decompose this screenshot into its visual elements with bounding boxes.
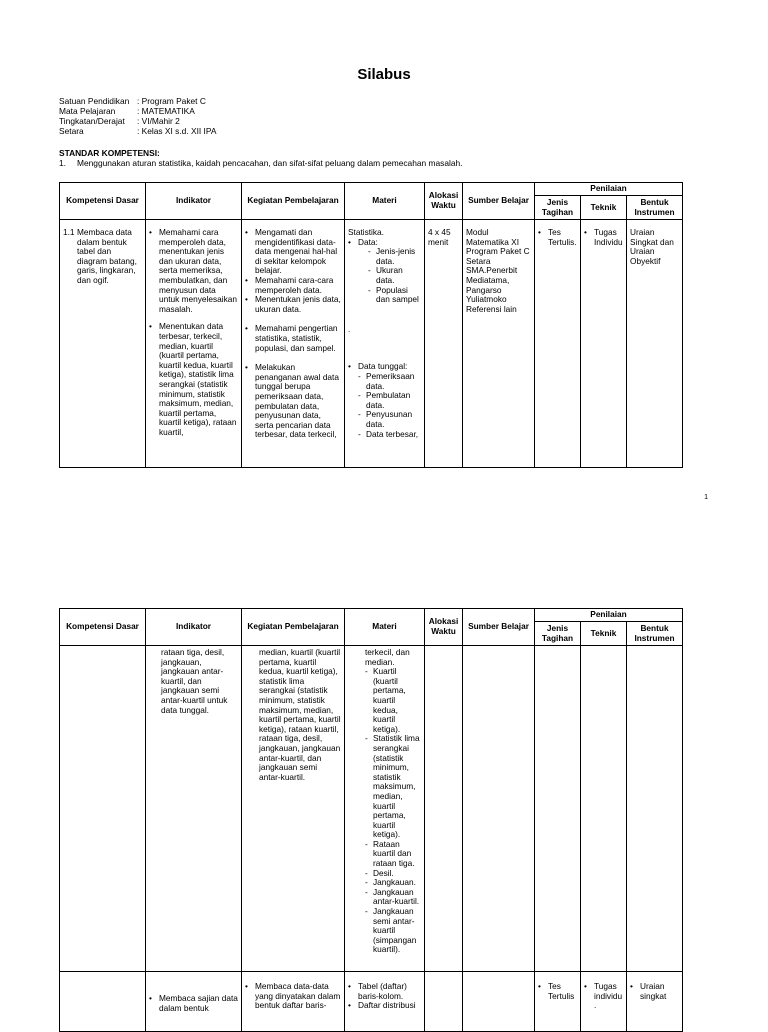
list-item: • Membaca sajian data dalam bentuk: [159, 994, 238, 1013]
header-materi: Materi: [345, 183, 425, 220]
cell-indikator: rataan tiga, desil, jangkauan, jangkauan antar-kuartil, dan jangkauan semi antar-kuartil untuk data tunggal.: [146, 646, 242, 972]
standar-heading: STANDAR KOMPETENSI:: [59, 148, 160, 158]
list-item: - Pembulatan data.: [366, 391, 421, 410]
header-jenis: Jenis Tagihan: [535, 622, 581, 646]
list-item: [358, 362, 421, 439]
cell-kompetensi: [60, 972, 146, 1032]
materi-lead: terkecil, dan median.: [365, 647, 410, 667]
list-item: • Tugas Individu: [594, 228, 623, 247]
materi-data-label: Data:: [358, 236, 378, 247]
header-kompetensi: Kompetensi Dasar: [60, 183, 146, 220]
list-item: - Jangkauan antar-kuartil.: [373, 888, 421, 907]
teknik-text: Tugas individu: [594, 981, 623, 1001]
meta-value: : Kelas XI s.d. XII IPA: [137, 126, 217, 136]
meta-label: Setara: [59, 126, 84, 136]
header-bentuk: Bentuk Instrumen: [627, 196, 683, 220]
kd-number: 1.1: [63, 227, 75, 237]
page-number: 1: [704, 494, 708, 501]
list-item: - Jangkauan semi antar-kuartil (simpangan kuartil).: [373, 907, 421, 955]
cell-kegiatan: [242, 220, 345, 468]
list-item: - Data terbesar,: [366, 430, 421, 440]
cell-materi: [345, 220, 425, 468]
cell-alokasi: [425, 972, 463, 1032]
cell-indikator: [146, 972, 242, 1032]
cell-jenis: [535, 646, 581, 972]
cell-jenis: [535, 972, 581, 1032]
cell-teknik: [581, 646, 627, 972]
standar-number: 1.: [59, 158, 66, 168]
cell-materi: [345, 646, 425, 972]
cell-kompetensi: [60, 220, 146, 468]
table-row: [60, 972, 683, 1032]
header-teknik: Teknik: [581, 196, 627, 220]
list-item: • Tabel (daftar) baris-kolom.: [358, 982, 421, 1001]
cell-indikator: [146, 220, 242, 468]
page-2: [0, 520, 768, 1024]
syllabus-table-1: [59, 182, 683, 468]
list-item: • Memahami cara memperoleh data, menentukan jenis dan ukuran data, serta memeriksa, membulatkan, dan menyusun data untuk menyelesaikan masalah.: [159, 228, 238, 314]
header-sumber: Sumber Belajar: [463, 609, 535, 646]
cell-sumber: [463, 646, 535, 972]
cell-materi: [345, 972, 425, 1032]
syllabus-meta: [59, 96, 216, 136]
list-item: - Jenis-jenis data.: [376, 247, 421, 266]
cell-teknik: [581, 972, 627, 1032]
table-row: [60, 220, 683, 468]
list-item: [358, 238, 421, 305]
list-item: • Menentukan data terbesar, terkecil, median, kuartil (kuartil pertama, kuartil kedua, kuartil ketiga), statistik lima serangkai (statistik minimum, statistik maksimum, median, kuartil pertama, kuartil ketiga), rataan kuartil,: [159, 322, 238, 437]
list-item: • Tes Tertulis: [548, 982, 577, 1001]
cell-kompetensi: [60, 646, 146, 972]
materi-dot: .: [348, 323, 351, 334]
list-item: - Jangkauan.: [373, 878, 421, 888]
header-teknik: Teknik: [581, 622, 627, 646]
list-item: • Mengamati dan mengidentifikasi data-data mengenai hal-hal di sekitar kelompok belajar.: [255, 228, 341, 276]
teknik-extra: .: [594, 1000, 597, 1011]
list-item: - Pemeriksaan data.: [366, 372, 421, 391]
cell-bentuk: [627, 646, 683, 972]
list-item: • Tes Tertulis.: [548, 228, 577, 247]
list-item: • Melakukan penanganan awal data tunggal berupa pemeriksaan data, pembulatan data, penyusunan data, serta pencarian data terbesar, data terkecil,: [255, 363, 341, 440]
list-item: • Membaca data-data yang dinyatakan dalam bentuk daftar baris-: [255, 982, 341, 1011]
syllabus-table-2: [59, 608, 683, 1032]
list-item: - Desil.: [373, 869, 421, 879]
meta-label: Tingkatan/Derajat: [59, 116, 125, 126]
header-materi: Materi: [345, 609, 425, 646]
header-alokasi: Alokasi Waktu: [425, 609, 463, 646]
header-penilaian: Penilaian: [535, 609, 683, 622]
list-item: [594, 982, 623, 1011]
standar-kompetensi: [59, 148, 463, 168]
materi-title: Statistika.: [348, 227, 384, 237]
list-item: - Kuartil (kuartil pertama, kuartil kedua, kuartil ketiga).: [373, 667, 421, 734]
cell-jenis: [535, 220, 581, 468]
list-item: • Daftar distribusi: [358, 1001, 421, 1011]
list-item: - Ukuran data.: [376, 266, 421, 285]
header-alokasi: Alokasi Waktu: [425, 183, 463, 220]
cell-alokasi: [425, 646, 463, 972]
header-penilaian: Penilaian: [535, 183, 683, 196]
cell-kegiatan: median, kuartil (kuartil pertama, kuartil kedua, kuartil ketiga), statistik lima serangkai (statistik minimum, statistik maksimum, median, kuartil pertama, kuartil ketiga), rataan kuartil, rataan tiga, desil, jangkauan, jangkauan antar-kuartil, dan jangkauan semi antar-kuartil.: [242, 646, 345, 972]
meta-label: Mata Pelajaran: [59, 106, 116, 116]
table-row: [60, 646, 683, 972]
meta-value: : Program Paket C: [137, 96, 206, 106]
page-title: Silabus: [357, 66, 411, 83]
list-item: • Menentukan jenis data, ukuran data.: [255, 295, 341, 314]
header-bentuk: Bentuk Instrumen: [627, 622, 683, 646]
cell-sumber: [463, 972, 535, 1032]
list-item: • Memahami cara-cara memperoleh data.: [255, 276, 341, 295]
cell-kegiatan: [242, 972, 345, 1032]
cell-teknik: [581, 220, 627, 468]
meta-value: : MATEMATIKA: [137, 106, 195, 116]
list-item: - Populasi dan sampel: [376, 286, 421, 305]
header-kompetensi: Kompetensi Dasar: [60, 609, 146, 646]
cell-alokasi: 4 x 45 menit: [425, 220, 463, 468]
materi-tunggal-label: Data tunggal:: [358, 361, 408, 372]
header-kegiatan: Kegiatan Pembelajaran: [242, 183, 345, 220]
header-indikator: Indikator: [146, 183, 242, 220]
header-indikator: Indikator: [146, 609, 242, 646]
list-item: - Penyusunan data.: [366, 410, 421, 429]
cell-bentuk: Uraian Singkat dan Uraian Obyektif: [627, 220, 683, 468]
cell-sumber: Modul Matematika XI Program Paket C Setara SMA.Penerbit Mediatama, Pangarso Yuliatmoko Referensi lain: [463, 220, 535, 468]
list-item: • Memahami pengertian statistika, statistik, populasi, dan sampel.: [255, 324, 341, 353]
header-sumber: Sumber Belajar: [463, 183, 535, 220]
list-item: • Uraian singkat: [640, 982, 679, 1001]
meta-label: Satuan Pendidikan: [59, 96, 130, 106]
kd-text: Membaca data dalam bentuk tabel dan diagram batang, garis, lingkaran, dan ogif.: [77, 227, 137, 285]
list-item: - Rataan kuartil dan rataan tiga.: [373, 840, 421, 869]
standar-text: Menggunakan aturan statistika, kaidah pencacahan, dan sifat-sifat peluang dalam pemecahan masalah.: [77, 158, 463, 168]
list-item: - Statistik lima serangkai (statistik minimum, statistik maksimum, median, kuartil pertama, kuartil ketiga).: [373, 734, 421, 840]
header-kegiatan: Kegiatan Pembelajaran: [242, 609, 345, 646]
meta-value: : VI/Mahir 2: [137, 116, 180, 126]
header-jenis: Jenis Tagihan: [535, 196, 581, 220]
cell-bentuk: [627, 972, 683, 1032]
